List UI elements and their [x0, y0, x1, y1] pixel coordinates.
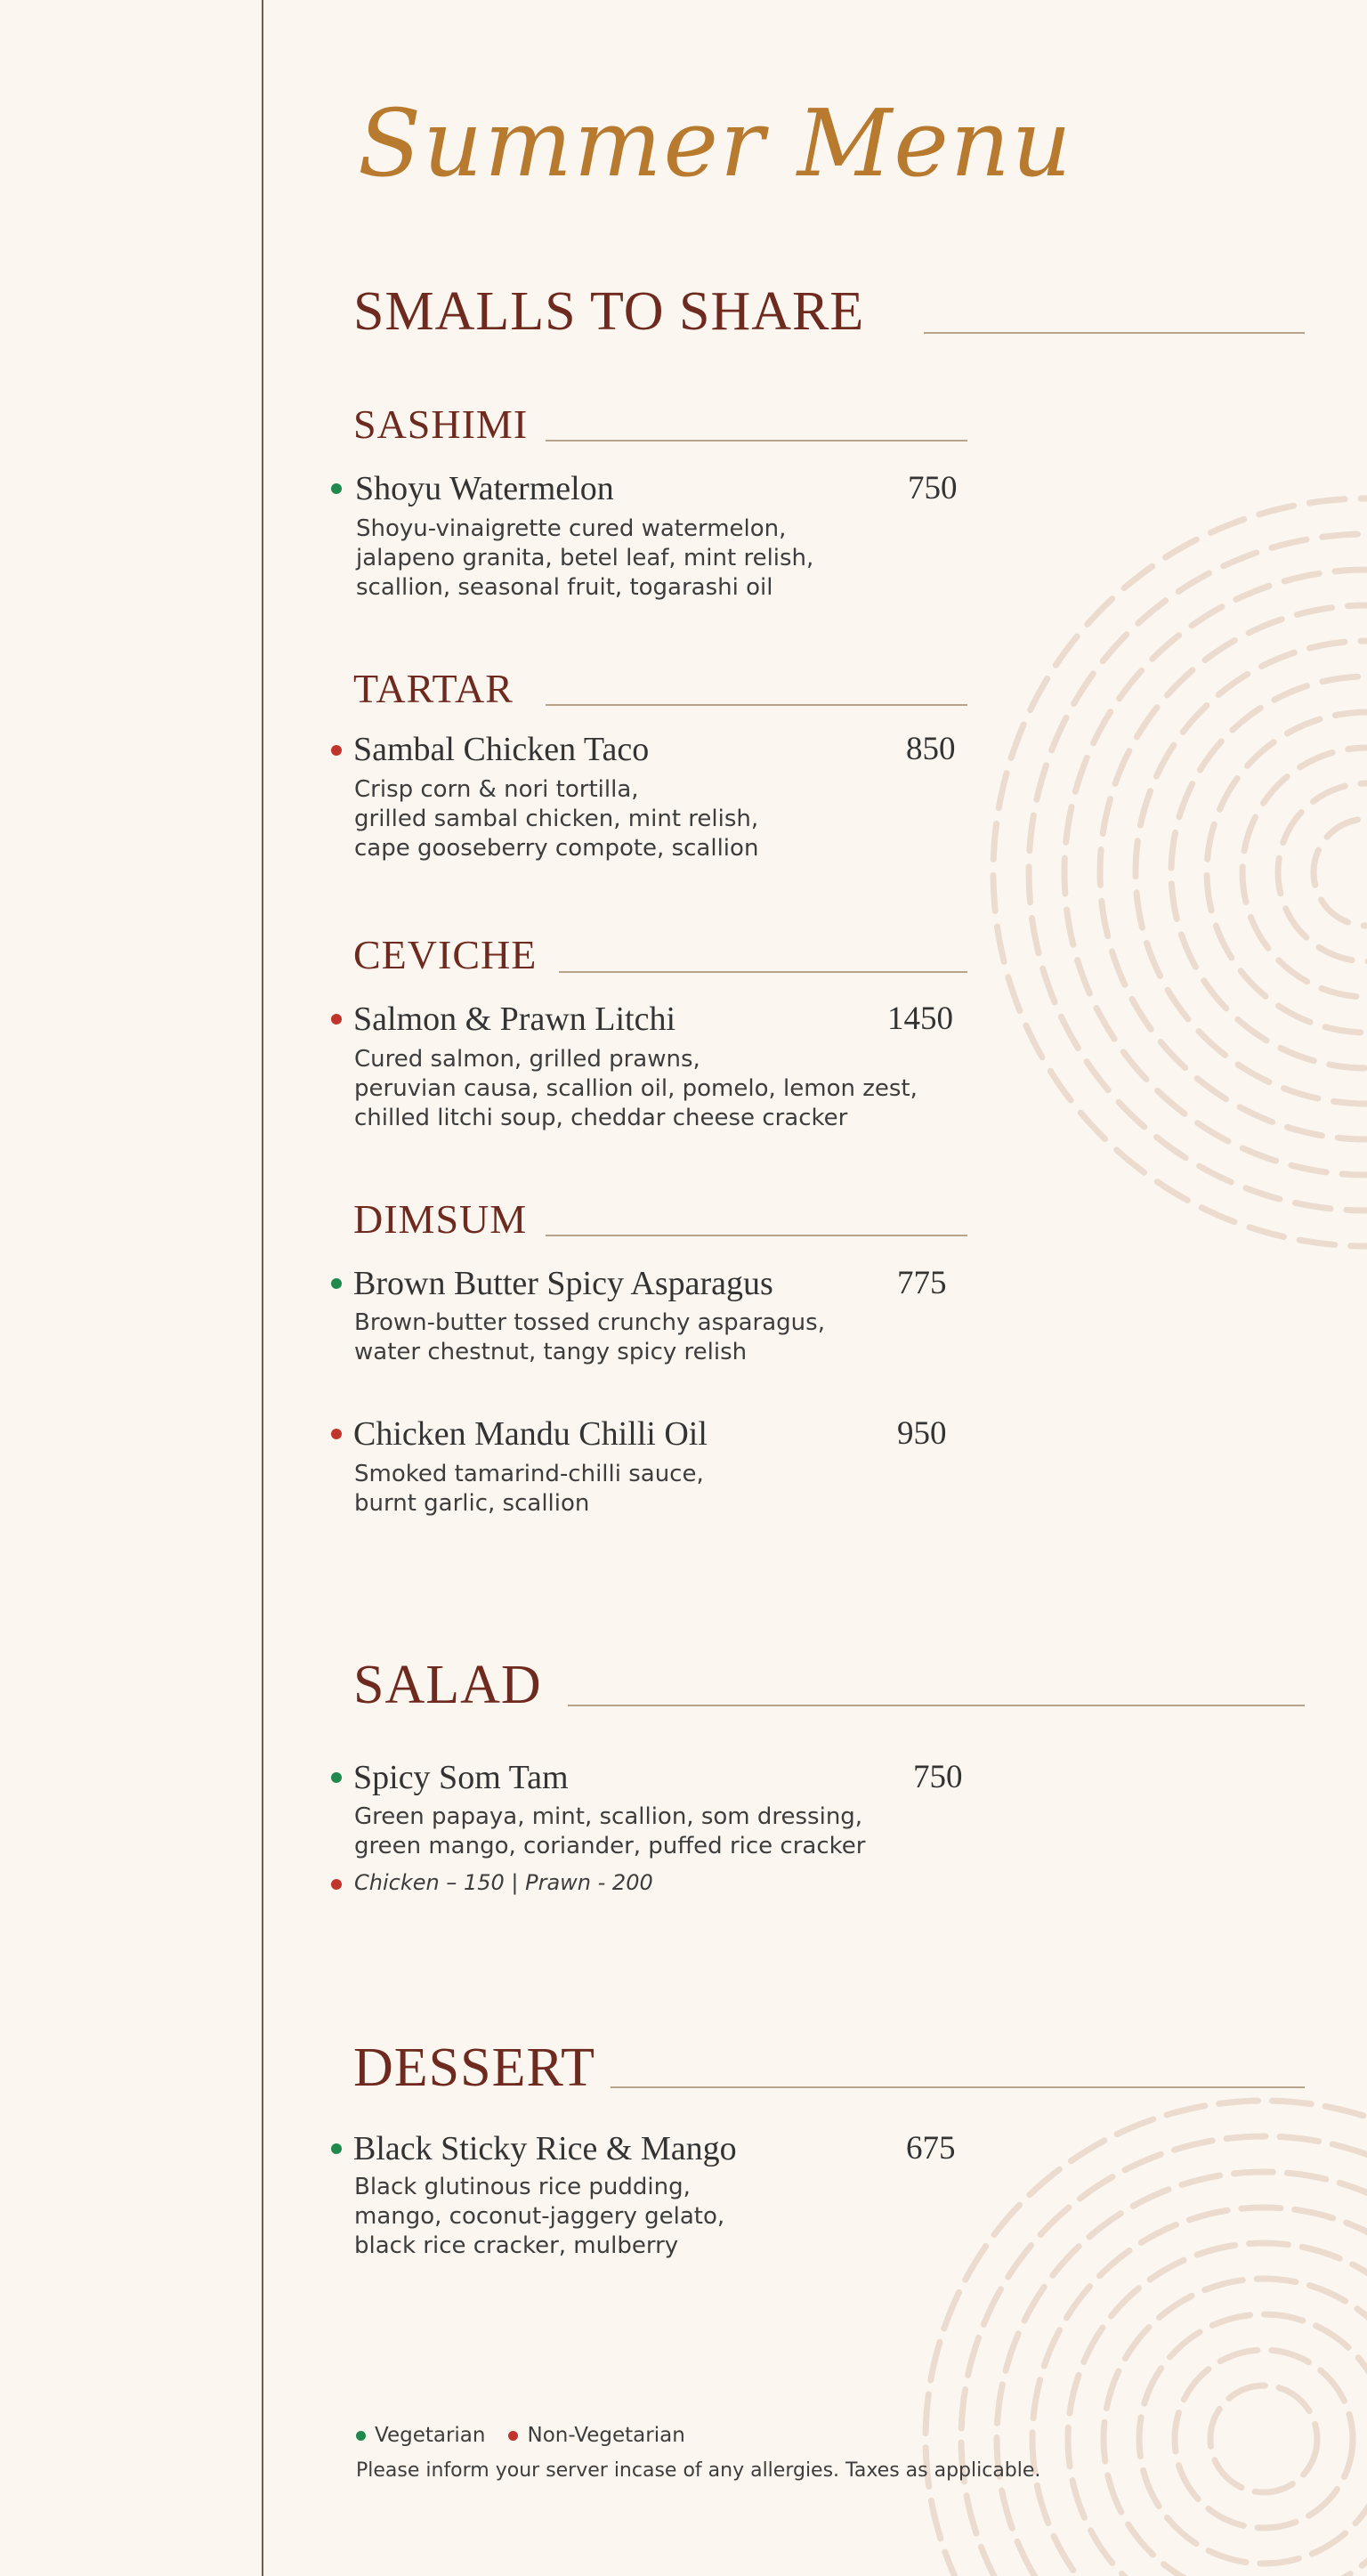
veg-indicator-dot [331, 483, 342, 494]
allergy-note: Please inform your server incase of any allergies. Taxes as applicable. [356, 2459, 1041, 2482]
item-name-chicken-mandu-chilli-oil: Chicken Mandu Chilli Oil [353, 1415, 708, 1453]
item-price-spicy-som-tam: 750 [913, 1759, 963, 1795]
subsection-rule [546, 440, 967, 441]
non-veg-indicator-dot [331, 745, 342, 756]
subsection-title-ceviche: CEVICHE [353, 932, 538, 977]
section-rule [924, 332, 1305, 334]
item-name-spicy-som-tam: Spicy Som Tam [353, 1759, 569, 1796]
item-price-shoyu-watermelon: 750 [908, 470, 958, 506]
veg-indicator-dot [331, 1278, 342, 1289]
item-price-sambal-chicken-taco: 850 [906, 731, 956, 767]
vertical-divider-line [262, 0, 263, 2576]
item-price-black-sticky-rice-mango: 675 [906, 2130, 956, 2167]
item-description-spicy-som-tam: Green papaya, mint, scallion, som dressing, green mango, coriander, puffed rice cracker [354, 1803, 866, 1859]
item-name-salmon-prawn-litchi: Salmon & Prawn Litchi [353, 1000, 676, 1038]
swirl-decoration-top [961, 303, 1367, 1335]
section-rule [568, 1705, 1305, 1706]
veg-legend-label: Vegetarian [375, 2424, 486, 2447]
subsection-rule [546, 1235, 967, 1236]
item-addon-prices: Chicken – 150 | Prawn - 200 [354, 1870, 653, 1895]
non-veg-indicator-dot [331, 1014, 342, 1025]
non-veg-indicator-dot [331, 1879, 342, 1890]
veg-indicator-dot [331, 1772, 342, 1783]
section-rule [611, 2086, 1305, 2088]
item-description-shoyu-watermelon: Shoyu-vinaigrette cured watermelon, jalapeno granita, betel leaf, mint relish, scallion, seasonal fruit, togarashi oil [356, 515, 814, 601]
item-name-sambal-chicken-taco: Sambal Chicken Taco [353, 731, 650, 768]
diet-legend [356, 2424, 685, 2447]
item-description-black-sticky-rice-mango: Black glutinous rice pudding, mango, coconut-jaggery gelato, black rice cracker, mulberry [354, 2174, 725, 2259]
item-description-chicken-mandu-chilli-oil: Smoked tamarind-chilli sauce, burnt garlic, scallion [354, 1461, 704, 1517]
section-title-smalls-to-share: SMALLS TO SHARE [353, 281, 865, 342]
veg-indicator-dot [331, 2143, 342, 2154]
non-veg-indicator-dot [331, 1429, 342, 1439]
item-name-brown-butter-spicy-asparagus: Brown Butter Spicy Asparagus [353, 1265, 773, 1302]
non-veg-legend-dot [508, 2431, 518, 2441]
subsection-rule [559, 971, 967, 973]
item-description-salmon-prawn-litchi: Cured salmon, grilled prawns, peruvian causa, scallion oil, pomelo, lemon zest, chilled litchi soup, cheddar cheese cracker [354, 1046, 918, 1131]
item-description-sambal-chicken-taco: Crisp corn & nori tortilla, grilled sambal chicken, mint relish, cape gooseberry compote, scallion [354, 776, 759, 862]
menu-title: Summer Menu [358, 89, 1073, 198]
item-price-salmon-prawn-litchi: 1450 [887, 1000, 953, 1037]
item-price-brown-butter-spicy-asparagus: 775 [897, 1265, 947, 1301]
section-title-salad: SALAD [353, 1655, 542, 1715]
subsection-rule [546, 704, 967, 706]
item-name-shoyu-watermelon: Shoyu Watermelon [355, 470, 614, 507]
item-name-black-sticky-rice-mango: Black Sticky Rice & Mango [353, 2130, 737, 2167]
non-veg-legend-label: Non-Vegetarian [527, 2424, 685, 2447]
item-price-chicken-mandu-chilli-oil: 950 [897, 1415, 947, 1452]
swirl-decoration-bottom [890, 2065, 1367, 2576]
subsection-title-sashimi: SASHIMI [353, 401, 529, 447]
veg-legend-dot [356, 2431, 366, 2441]
subsection-title-tartar: TARTAR [353, 666, 514, 711]
item-description-brown-butter-spicy-asparagus: Brown-butter tossed crunchy asparagus, water chestnut, tangy spicy relish [354, 1309, 825, 1365]
section-title-dessert: DESSERT [353, 2037, 595, 2098]
subsection-title-dimsum: DIMSUM [353, 1196, 528, 1242]
